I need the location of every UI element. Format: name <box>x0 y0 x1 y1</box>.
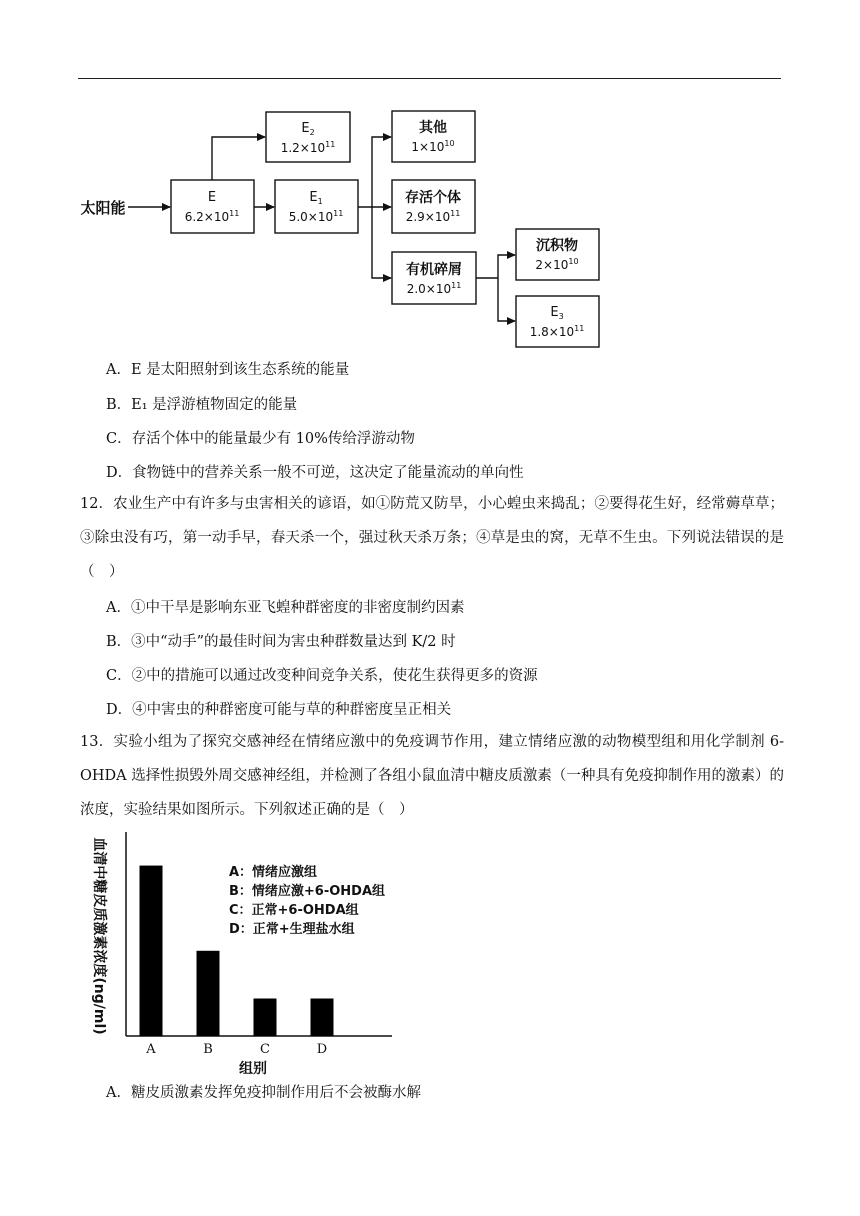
box-survivor <box>392 180 475 233</box>
bar-b <box>197 951 220 1036</box>
box-e-value: $6.2\times 10^{11}$ <box>184 209 240 224</box>
box-e1-name: $E_1$ <box>309 190 323 206</box>
box-e1-value: $5.0\times 10^{11}$ <box>288 209 344 224</box>
x-tick-label-a: A <box>146 1042 156 1057</box>
q12-option-d: D．④中害虫的种群密度可能与草的种群密度呈正相关 <box>106 702 452 718</box>
y-axis-label: 血清中糖皮质激素浓度(ng/ml) <box>91 837 107 1035</box>
box-e2-value: $1.2\times 10^{11}$ <box>280 140 336 155</box>
box-e-name: E <box>207 190 217 205</box>
legend-item-a: A：情绪应激组 <box>229 865 318 880</box>
x-tick-label-b: B <box>203 1042 213 1057</box>
box-e2-name: $E_2$ <box>301 121 315 137</box>
q12-stem: 12．农业生产中有许多与虫害相关的谚语，如①防荒又防旱，小心蝗虫来捣乱；②要得花生好，经常薅草草；③除虫没有巧，第一动手早，春天杀一个，强过秋天杀万条；④草是虫的窝，无草不生虫。下列说法错误的是（ ） <box>80 496 784 580</box>
box-e3-name: $E_3$ <box>550 305 564 321</box>
q11-option-c: C．存活个体中的能量最少有 10%传给浮游动物 <box>106 431 415 447</box>
box-other-value: $1\times 10^{10}$ <box>411 139 455 154</box>
box-survivor-name: 存活个体 <box>405 190 461 206</box>
q11-option-d: D．食物链中的营养关系一般不可逆，这决定了能量流动的单向性 <box>106 465 524 481</box>
box-debris-value: $2.0\times 10^{11}$ <box>406 281 462 296</box>
x-axis-label: 组别 <box>239 1061 267 1077</box>
x-tick-label-d: D <box>316 1042 328 1057</box>
box-e3-value: $1.8\times 10^{11}$ <box>529 324 585 339</box>
box-sediment-name: 沉积物 <box>536 238 578 254</box>
box-e3 <box>516 296 599 347</box>
q13-stem: 13．实验小组为了探究交感神经在情绪应激中的免疫调节作用，建立情绪应激的动物模型组和用化学制剂 6-OHDA 选择性损毁外周交感神经组，并检测了各组小鼠血清中糖皮质激素（一种具有免疫抑制作用的激素）的浓度，实验结果如图所示。下列叙述正确的是（ ） <box>80 734 784 818</box>
q11-option-a: A．E 是太阳照射到该生态系统的能量 <box>106 362 350 378</box>
box-debris <box>392 252 476 304</box>
box-other-name: 其他 <box>419 120 447 136</box>
box-other <box>392 111 475 162</box>
box-e <box>171 180 254 233</box>
box-debris-name: 有机碎屑 <box>406 262 462 278</box>
energy-flow-diagram <box>0 0 860 360</box>
box-survivor-value: $2.9\times 10^{11}$ <box>405 209 461 224</box>
legend-item-b: B：情绪应激+6-OHDA组 <box>229 884 386 899</box>
arrow-e1-debris <box>372 207 391 278</box>
q12-option-b: B．③中“动手”的最佳时间为害虫种群数量达到 K/2 时 <box>106 634 456 650</box>
legend-item-d: D：正常+生理盐水组 <box>229 922 355 937</box>
arrow-debris-e3 <box>498 278 515 321</box>
q12-option-a: A．①中干旱是影响东亚飞蝗种群密度的非密度制约因素 <box>106 600 465 616</box>
legend-item-c: C：正常+6-OHDA组 <box>229 903 359 918</box>
arrow-e1-other <box>372 137 391 207</box>
chart-legend <box>229 864 385 937</box>
glucocorticoid-bar-chart <box>0 820 420 1080</box>
q11-option-b: B．E₁ 是浮游植物固定的能量 <box>106 397 298 413</box>
box-sediment <box>516 229 599 280</box>
box-e1 <box>275 180 358 233</box>
box-sediment-value: $2\times 10^{10}$ <box>535 257 579 272</box>
arrow-debris-sediment <box>498 255 515 278</box>
bar-a <box>140 866 163 1036</box>
bar-c <box>254 999 277 1036</box>
q13-option-a: A．糖皮质激素发挥免疫抑制作用后不会被酶水解 <box>106 1085 421 1101</box>
bar-d <box>311 999 334 1036</box>
x-tick-label-c: C <box>260 1042 270 1057</box>
source-label: 太阳能 <box>80 199 126 217</box>
q12-option-c: C．②中的措施可以通过改变种间竞争关系，使花生获得更多的资源 <box>106 668 538 684</box>
arrow-e-e2 <box>212 137 265 180</box>
